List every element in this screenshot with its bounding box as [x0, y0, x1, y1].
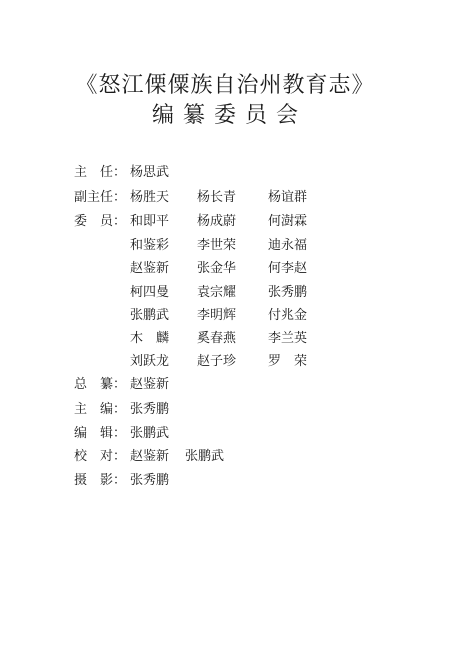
chief-compiler-name: 赵鉴新 — [130, 377, 170, 392]
members-label: 委 员： — [74, 214, 127, 229]
member-name: 张金华 — [197, 261, 237, 276]
member-name: 李世荣 — [197, 238, 237, 253]
director-row — [74, 163, 374, 183]
editor-label: 编 辑： — [74, 426, 127, 441]
member-name: 刘跃龙 — [130, 354, 170, 369]
proofreader-row — [74, 447, 374, 467]
editor-name: 张鹏武 — [130, 426, 170, 441]
committee-title: 编纂委员会 — [151, 103, 307, 128]
member-name: 张秀鹏 — [268, 285, 308, 300]
member-row — [74, 212, 374, 232]
editor-in-chief-row — [74, 400, 374, 420]
photographer-row — [74, 471, 374, 491]
member-name: 何澍霖 — [268, 214, 308, 229]
deputy-name-3: 杨谊群 — [268, 190, 308, 205]
member-name: 杨成蔚 — [197, 214, 237, 229]
deputy-name-1: 杨胜天 — [130, 190, 170, 205]
director-name: 杨思武 — [130, 165, 170, 180]
member-name: 袁宗耀 — [197, 285, 237, 300]
chief-compiler-label: 总 纂： — [74, 377, 127, 392]
member-row — [74, 329, 374, 349]
editor-in-chief-label: 主 编： — [74, 402, 127, 417]
deputy-name-2: 杨长青 — [197, 190, 237, 205]
member-name: 奚春燕 — [197, 331, 237, 346]
member-name: 和即平 — [130, 214, 170, 229]
editor-row — [74, 424, 374, 444]
proofreader-name-2: 张鹏武 — [185, 449, 225, 464]
member-name: 和鉴彩 — [130, 238, 170, 253]
member-name: 赵鉴新 — [130, 261, 170, 276]
photographer-name: 张秀鹏 — [130, 473, 170, 488]
member-row — [74, 259, 374, 279]
member-name: 迪永福 — [268, 238, 308, 253]
member-row — [74, 306, 374, 326]
member-name: 赵子珍 — [197, 354, 237, 369]
editor-in-chief-name: 张秀鹏 — [130, 402, 170, 417]
member-name: 张鹏武 — [130, 308, 170, 323]
member-name: 李兰英 — [268, 331, 308, 346]
photographer-label: 摄 影： — [74, 473, 127, 488]
deputy-label: 副主任： — [74, 190, 127, 205]
director-label: 主 任： — [74, 165, 127, 180]
proofreader-label: 校 对： — [74, 449, 127, 464]
chief-compiler-row — [74, 375, 374, 395]
member-row — [74, 352, 374, 372]
member-row — [74, 236, 374, 256]
member-name: 何李赵 — [268, 261, 308, 276]
deputy-row — [74, 188, 374, 208]
member-name: 罗 荣 — [268, 354, 308, 369]
member-name: 柯四曼 — [130, 285, 170, 300]
member-name: 李明辉 — [197, 308, 237, 323]
book-title: 《怒江傈僳族自治州教育志》 — [75, 73, 375, 98]
member-row — [74, 283, 374, 303]
member-name: 木 麟 — [130, 331, 170, 346]
member-name: 付兆金 — [268, 308, 308, 323]
proofreader-name-1: 赵鉴新 — [130, 449, 170, 464]
